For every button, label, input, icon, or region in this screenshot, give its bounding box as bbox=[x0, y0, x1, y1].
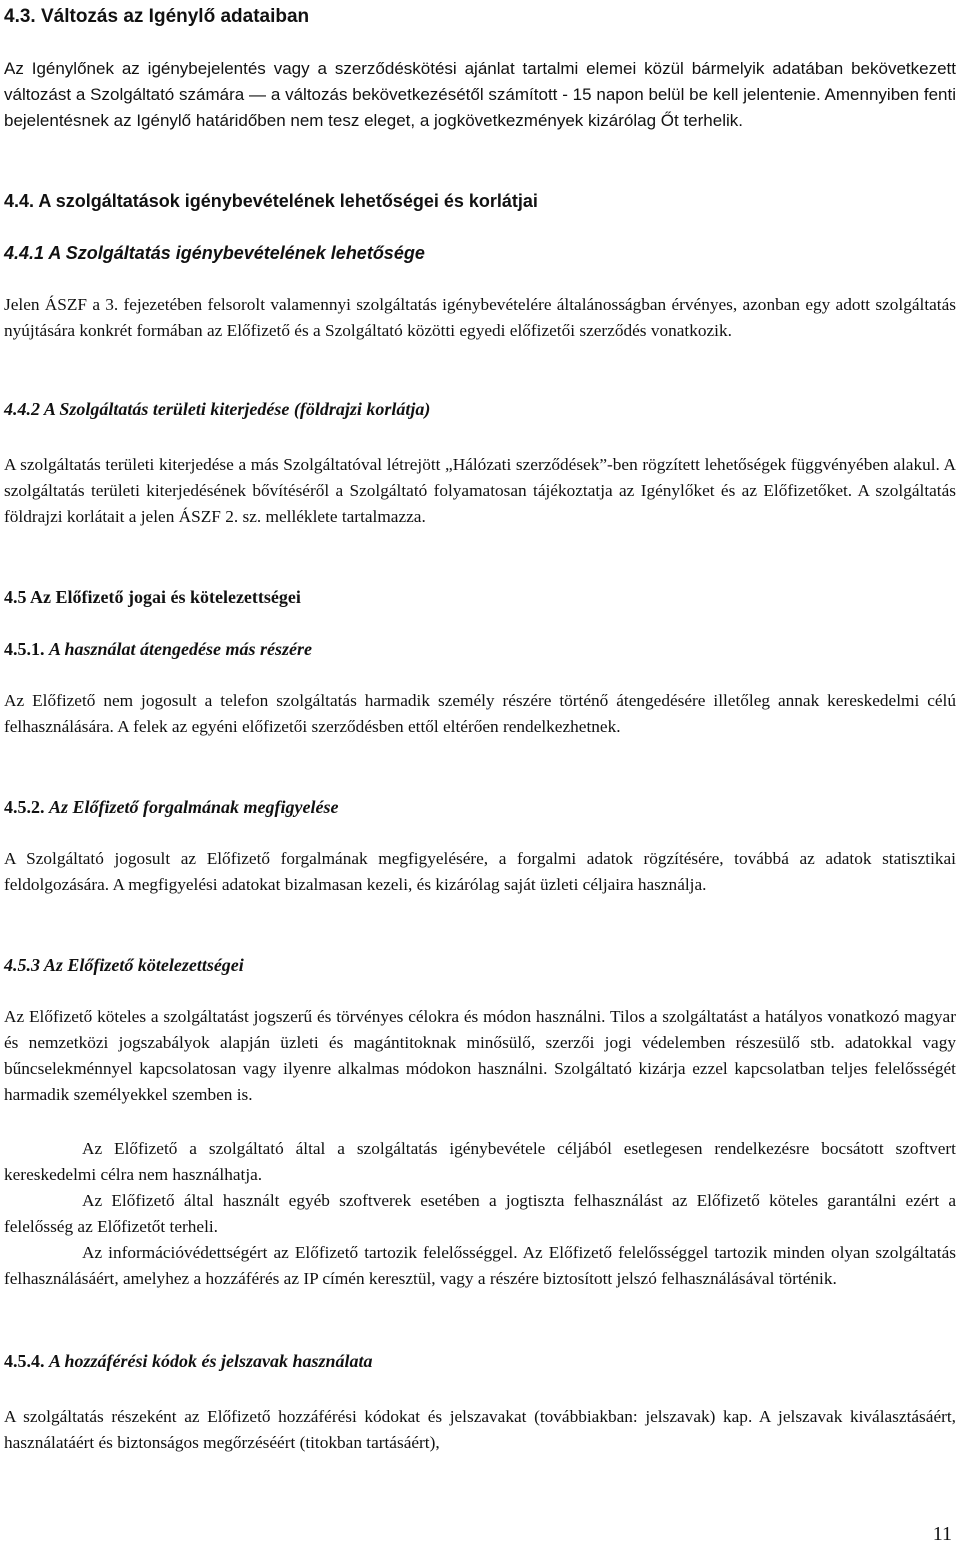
section-title: Az Előfizető forgalmának megfigyelése bbox=[49, 797, 339, 817]
section-heading-4-3: 4.3. Változás az Igénylő adataiban bbox=[4, 6, 310, 27]
section-body-4-5-3-p2: Az Előfizető a szolgáltató által a szolgáltatás igénybevétele céljából esetlegesen rendelkezésre bocsátott szoftvert kereskedelmi célra nem használhatja. bbox=[4, 1139, 956, 1184]
section-number: 4.5.1. bbox=[4, 639, 45, 659]
section-heading-4-5: 4.5 Az Előfizető jogai és kötelezettségei bbox=[4, 587, 301, 607]
section-body-4-5-3-p3: Az Előfizető által használt egyéb szoftverek esetében a jogtiszta felhasználást az Előfizető köteles garantálni ezért a felelősség az Előfizetőt terheli. bbox=[4, 1191, 956, 1236]
section-heading-4-5-3: 4.5.3 Az Előfizető kötelezettségei bbox=[4, 955, 244, 975]
section-body-4-5-2: A Szolgáltató jogosult az Előfizető forgalmának megfigyelésére, a forgalmi adatok rögzítésére, továbbá az adatok statisztikai feldolgozására. A megfigyelési adatokat bizalmasan kezeli, és kizárólag saját üzleti céljaira használja. bbox=[4, 849, 956, 894]
section-body-4-3: Az Igénylőnek az igénybejelentés vagy a szerződéskötési ajánlat tartalmi elemei közül bármelyik adatában bekövetkezett változást a Szolgáltató számára ― a változás bekövetkezésétől számított - 15 napon belül be kell jelentenie. Amennyiben fenti bejelentésnek az Igénylő határidőben nem tesz eleget, a jogkövetkezmények kizárólag Őt terhelik. bbox=[4, 59, 956, 130]
section-body-4-5-4: A szolgáltatás részeként az Előfizető hozzáférési kódokat és jelszavakat (továbbiakban: jelszavak) kap. A jelszavak kiválasztásáért, használatáért és biztonságos megőrzéséért (titokban tartásáért), bbox=[4, 1407, 956, 1452]
section-body-4-5-3-p1: Az Előfizető köteles a szolgáltatást jogszerű és törvényes célokra és módon használni. Tilos a szolgáltatást a hatályos vonatkozó magyar és nemzetközi jogszabályok alapján üzleti és magántitoknak minősülő, szerzői jogi védelemben részesülő stb. adatokkal vagy bűncselekménnyel kapcsolatosan vagy ilyenre alkalmas módokon használni. Szolgáltató kizárja ezzel kapcsolatban teljes felelősségét harmadik személyekkel szemben is. bbox=[4, 1007, 956, 1104]
section-number: 4.5.2. bbox=[4, 797, 45, 817]
section-body-4-5-3-p4: Az információvédettségért az Előfizető tartozik felelősséggel. Az Előfizető felelősséggel tartozik minden olyan szolgáltatás felhasználásáért, amelyhez a hozzáférés az IP címén keresztül, vagy a részére biztosított jelszó felhasználásával történik. bbox=[4, 1243, 956, 1288]
section-body-4-4-1: Jelen ÁSZF a 3. fejezetében felsorolt valamennyi szolgáltatás igénybevételére általánosságban érvényes, azonban egy adott szolgáltatás nyújtására konkrét formában az Előfizető és a Szolgáltató közötti egyedi előfizetői szerződés vonatkozik. bbox=[4, 295, 956, 340]
section-title: A használat átengedése más részére bbox=[49, 639, 313, 659]
section-heading-4-4-2: 4.4.2 A Szolgáltatás területi kiterjedése (földrajzi korlátja) bbox=[4, 399, 431, 419]
section-heading-4-5-4 bbox=[4, 1348, 956, 1374]
page-number: 11 bbox=[932, 1523, 952, 1545]
section-heading-4-5-1 bbox=[4, 636, 956, 662]
section-body-4-5-1: Az Előfizető nem jogosult a telefon szolgáltatás harmadik személy részére történő átengedésére illetőleg annak kereskedelmi célú felhasználására. A felek az egyéni előfizetői szerződésben ettől eltérően rendelkezhetnek. bbox=[4, 691, 956, 736]
section-number: 4.5.4. bbox=[4, 1351, 45, 1371]
section-title: A hozzáférési kódok és jelszavak használata bbox=[49, 1351, 373, 1371]
section-heading-4-4: 4.4. A szolgáltatások igénybevételének lehetőségei és korlátjai bbox=[4, 191, 538, 211]
section-heading-4-4-1: 4.4.1 A Szolgáltatás igénybevételének lehetősége bbox=[4, 243, 425, 263]
section-heading-4-5-2 bbox=[4, 794, 956, 820]
section-body-4-4-2: A szolgáltatás területi kiterjedése a más Szolgáltatóval létrejött „Hálózati szerződések”-ben rögzített lehetőségek függvényében alakul. A szolgáltatás területi kiterjedésének bővítéséről a Szolgáltató folyamatosan tájékoztatja az Igénylőket és az Előfizetőket. A szolgáltatás földrajzi korlátait a jelen ÁSZF 2. sz. melléklete tartalmazza. bbox=[4, 455, 956, 526]
